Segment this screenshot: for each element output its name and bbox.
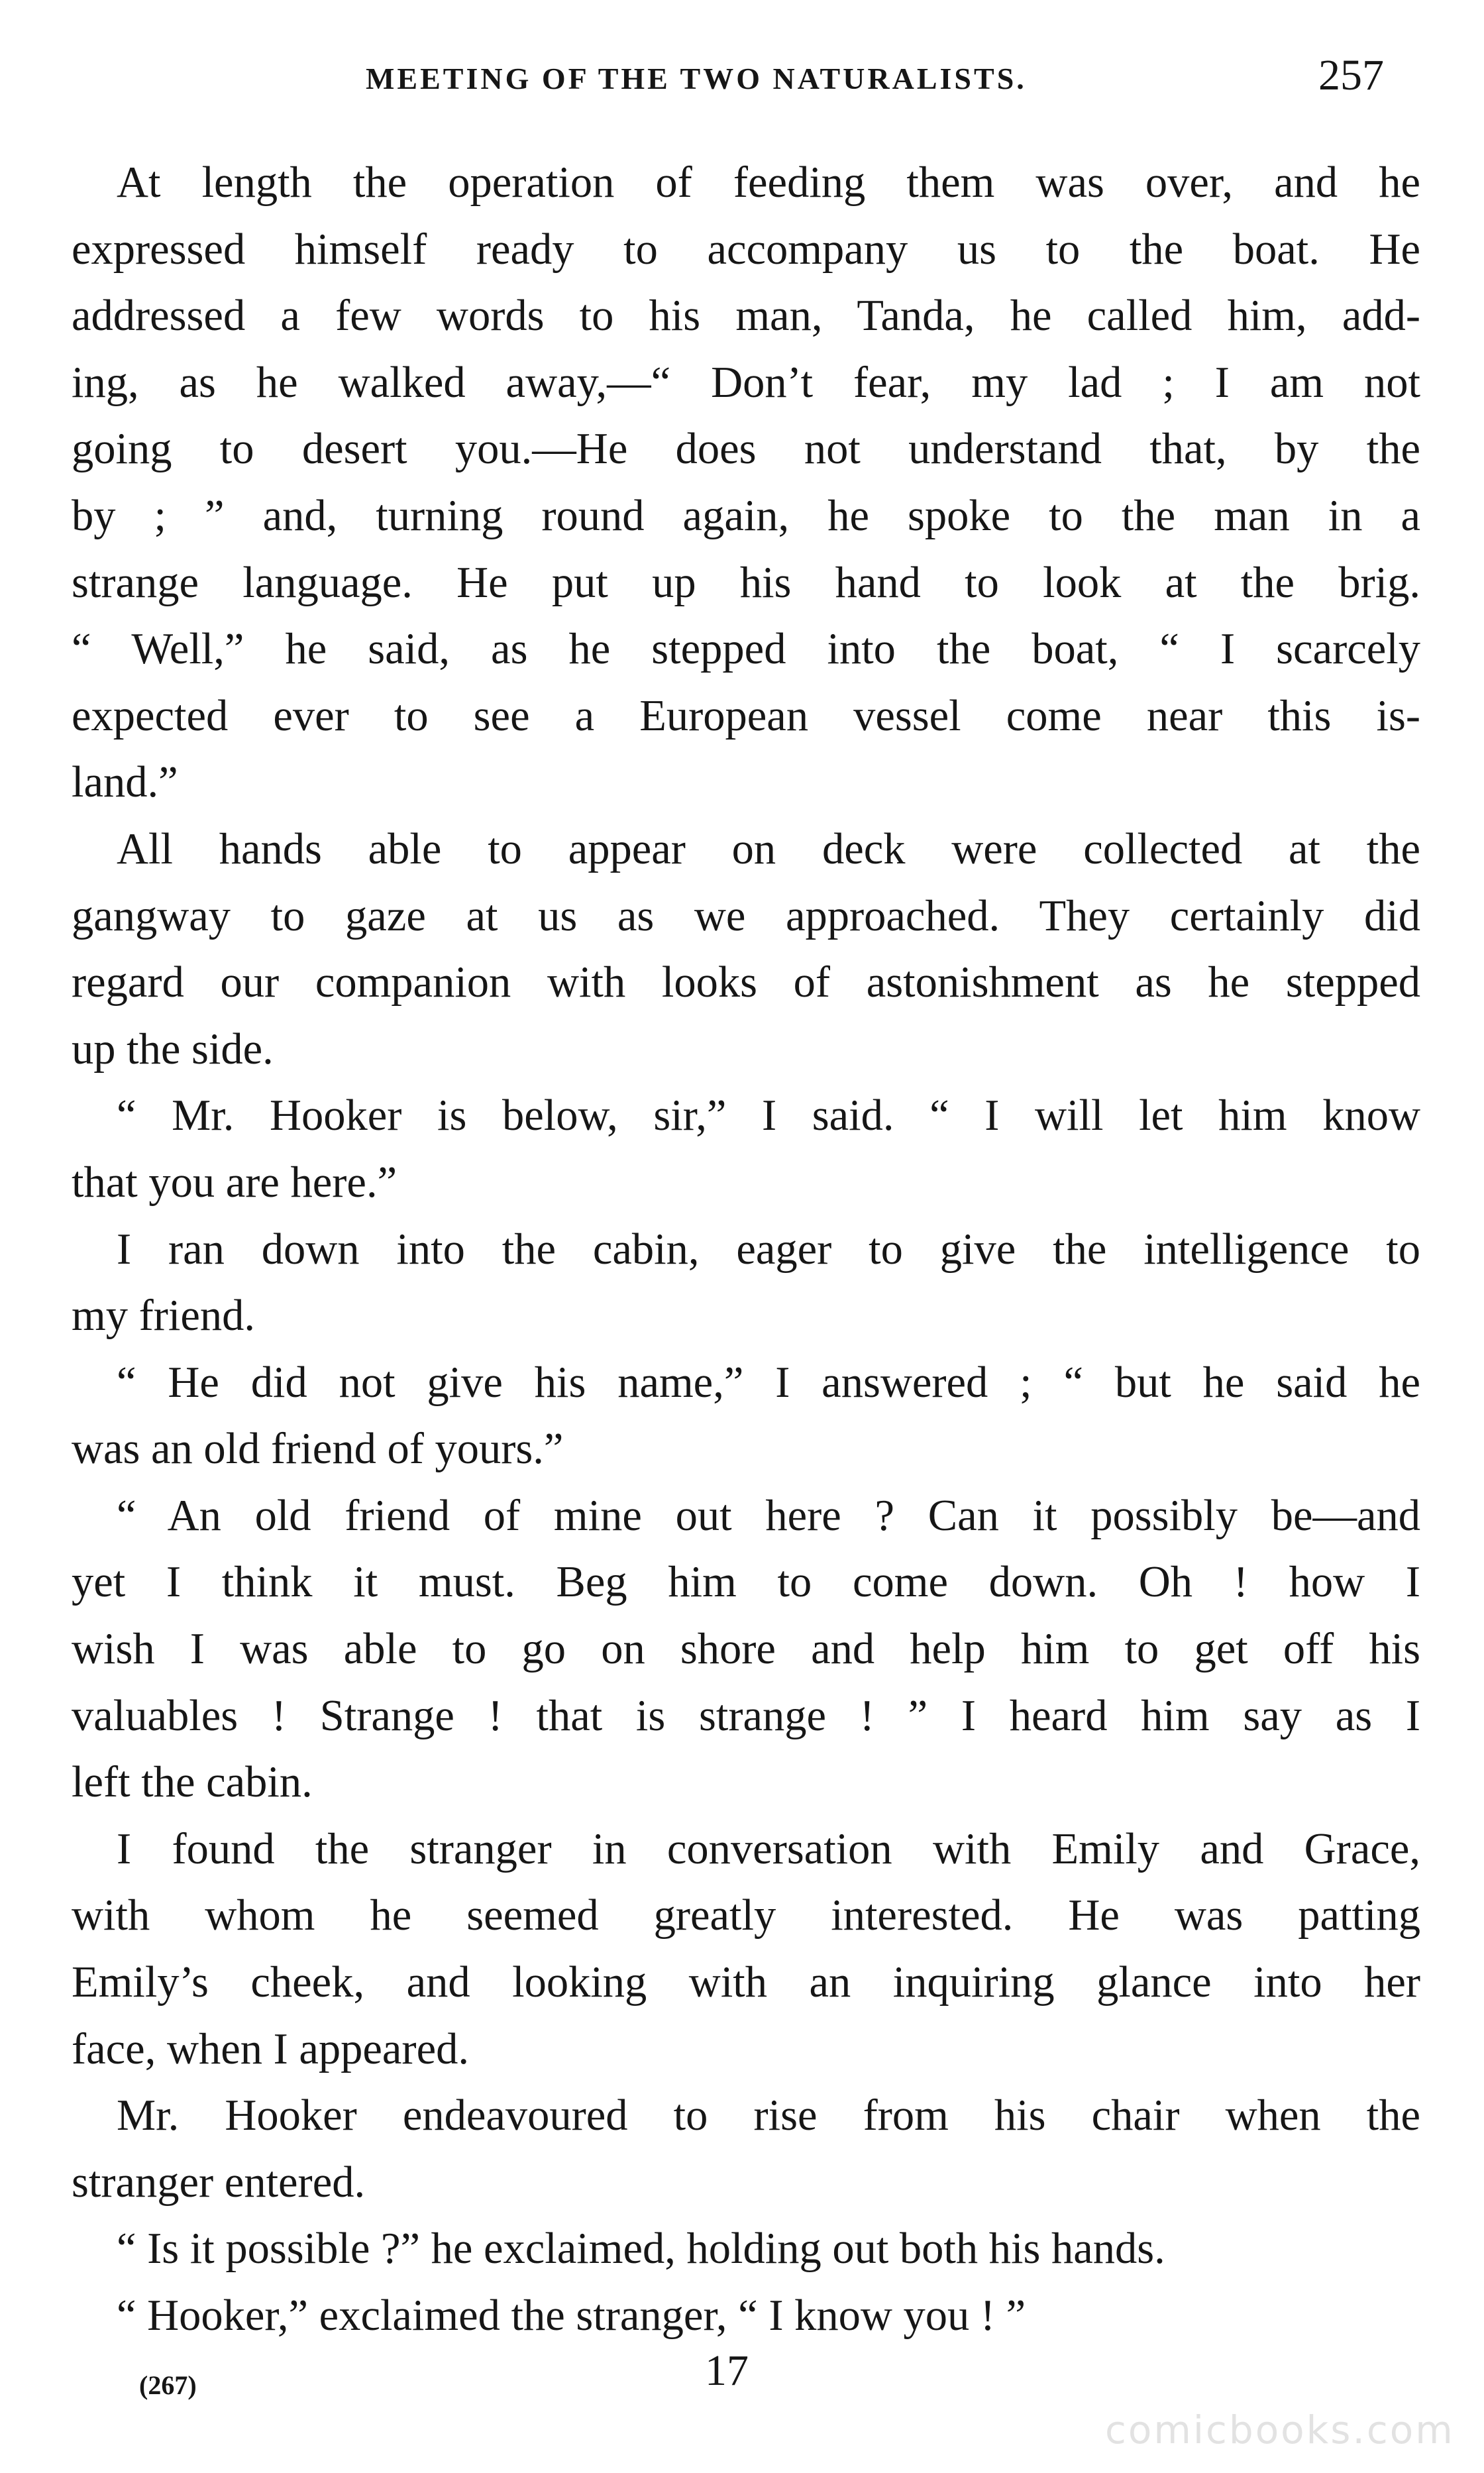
- text-line: land.”: [72, 758, 178, 807]
- text-line: valuables ! Strange ! that is strange ! ” I heard him say as I: [72, 1691, 1420, 1740]
- signature-number: 17: [705, 2346, 749, 2395]
- text-line: yet I think it must. Beg him to come down. Oh ! how I: [72, 1558, 1420, 1607]
- text-line: expected ever to see a European vessel come near this is-: [72, 691, 1420, 740]
- text-line: left the cabin.: [72, 1758, 313, 1807]
- text-line: up the side.: [72, 1024, 274, 1073]
- text-line: All hands able to appear on deck were collected at the: [117, 824, 1420, 873]
- text-line: Mr. Hooker endeavoured to rise from his chair when the: [117, 2091, 1420, 2140]
- text-line: At length the operation of feeding them was over, and he: [117, 158, 1420, 207]
- running-head: MEETING OF THE TWO NATURALISTS.: [366, 62, 1027, 95]
- text-line: “ An old friend of mine out here ? Can it possibly be—and: [117, 1491, 1420, 1540]
- text-line: my friend.: [72, 1291, 256, 1341]
- text-line: wish I was able to go on shore and help him to get off his: [72, 1625, 1420, 1674]
- text-line: “ Well,” he said, as he stepped into the boat, “ I scarcely: [72, 625, 1420, 674]
- text-line: was an old friend of yours.”: [72, 1425, 564, 1474]
- text-line: by ; ” and, turning round again, he spoke to the man in a: [72, 491, 1420, 540]
- text-line: going to desert you.—He does not understand that, by the: [72, 425, 1420, 474]
- text-line: Emily’s cheek, and looking with an inquiring glance into her: [72, 1958, 1420, 2007]
- text-line: I ran down into the cabin, eager to give the intelligence to: [117, 1225, 1420, 1274]
- text-line: stranger entered.: [72, 2158, 366, 2207]
- text-line: gangway to gaze at us as we approached. They certainly did: [72, 891, 1420, 940]
- watermark: comicbooks.com: [1105, 2407, 1455, 2452]
- text-line: “ Mr. Hooker is below, sir,” I said. “ I will let him know: [117, 1091, 1420, 1140]
- text-line: face, when I appeared.: [72, 2024, 469, 2073]
- text-line: “ Is it possible ?” he exclaimed, holding out both his hands.: [117, 2225, 1165, 2274]
- text-line: that you are here.”: [72, 1158, 398, 1207]
- text-line: addressed a few words to his man, Tanda, he called him, add-: [72, 292, 1420, 341]
- signature-mark: (267): [139, 2370, 197, 2400]
- text-line: expressed himself ready to accompany us to the boat. He: [72, 225, 1420, 274]
- text-line: with whom he seemed greatly interested. He was patting: [72, 1891, 1420, 1940]
- text-line: ing, as he walked away,—“ Don’t fear, my lad ; I am not: [72, 358, 1420, 407]
- body-text: [72, 150, 1420, 2350]
- text-line: I found the stranger in conversation with Emily and Grace,: [117, 1824, 1420, 1873]
- text-line: “ Hooker,” exclaimed the stranger, “ I know you ! ”: [117, 2291, 1026, 2340]
- text-line: strange language. He put up his hand to look at the brig.: [72, 558, 1420, 607]
- text-line: regard our companion with looks of astonishment as he stepped: [72, 958, 1420, 1007]
- page-number: 257: [1318, 51, 1384, 99]
- text-line: “ He did not give his name,” I answered ; “ but he said he: [117, 1358, 1420, 1407]
